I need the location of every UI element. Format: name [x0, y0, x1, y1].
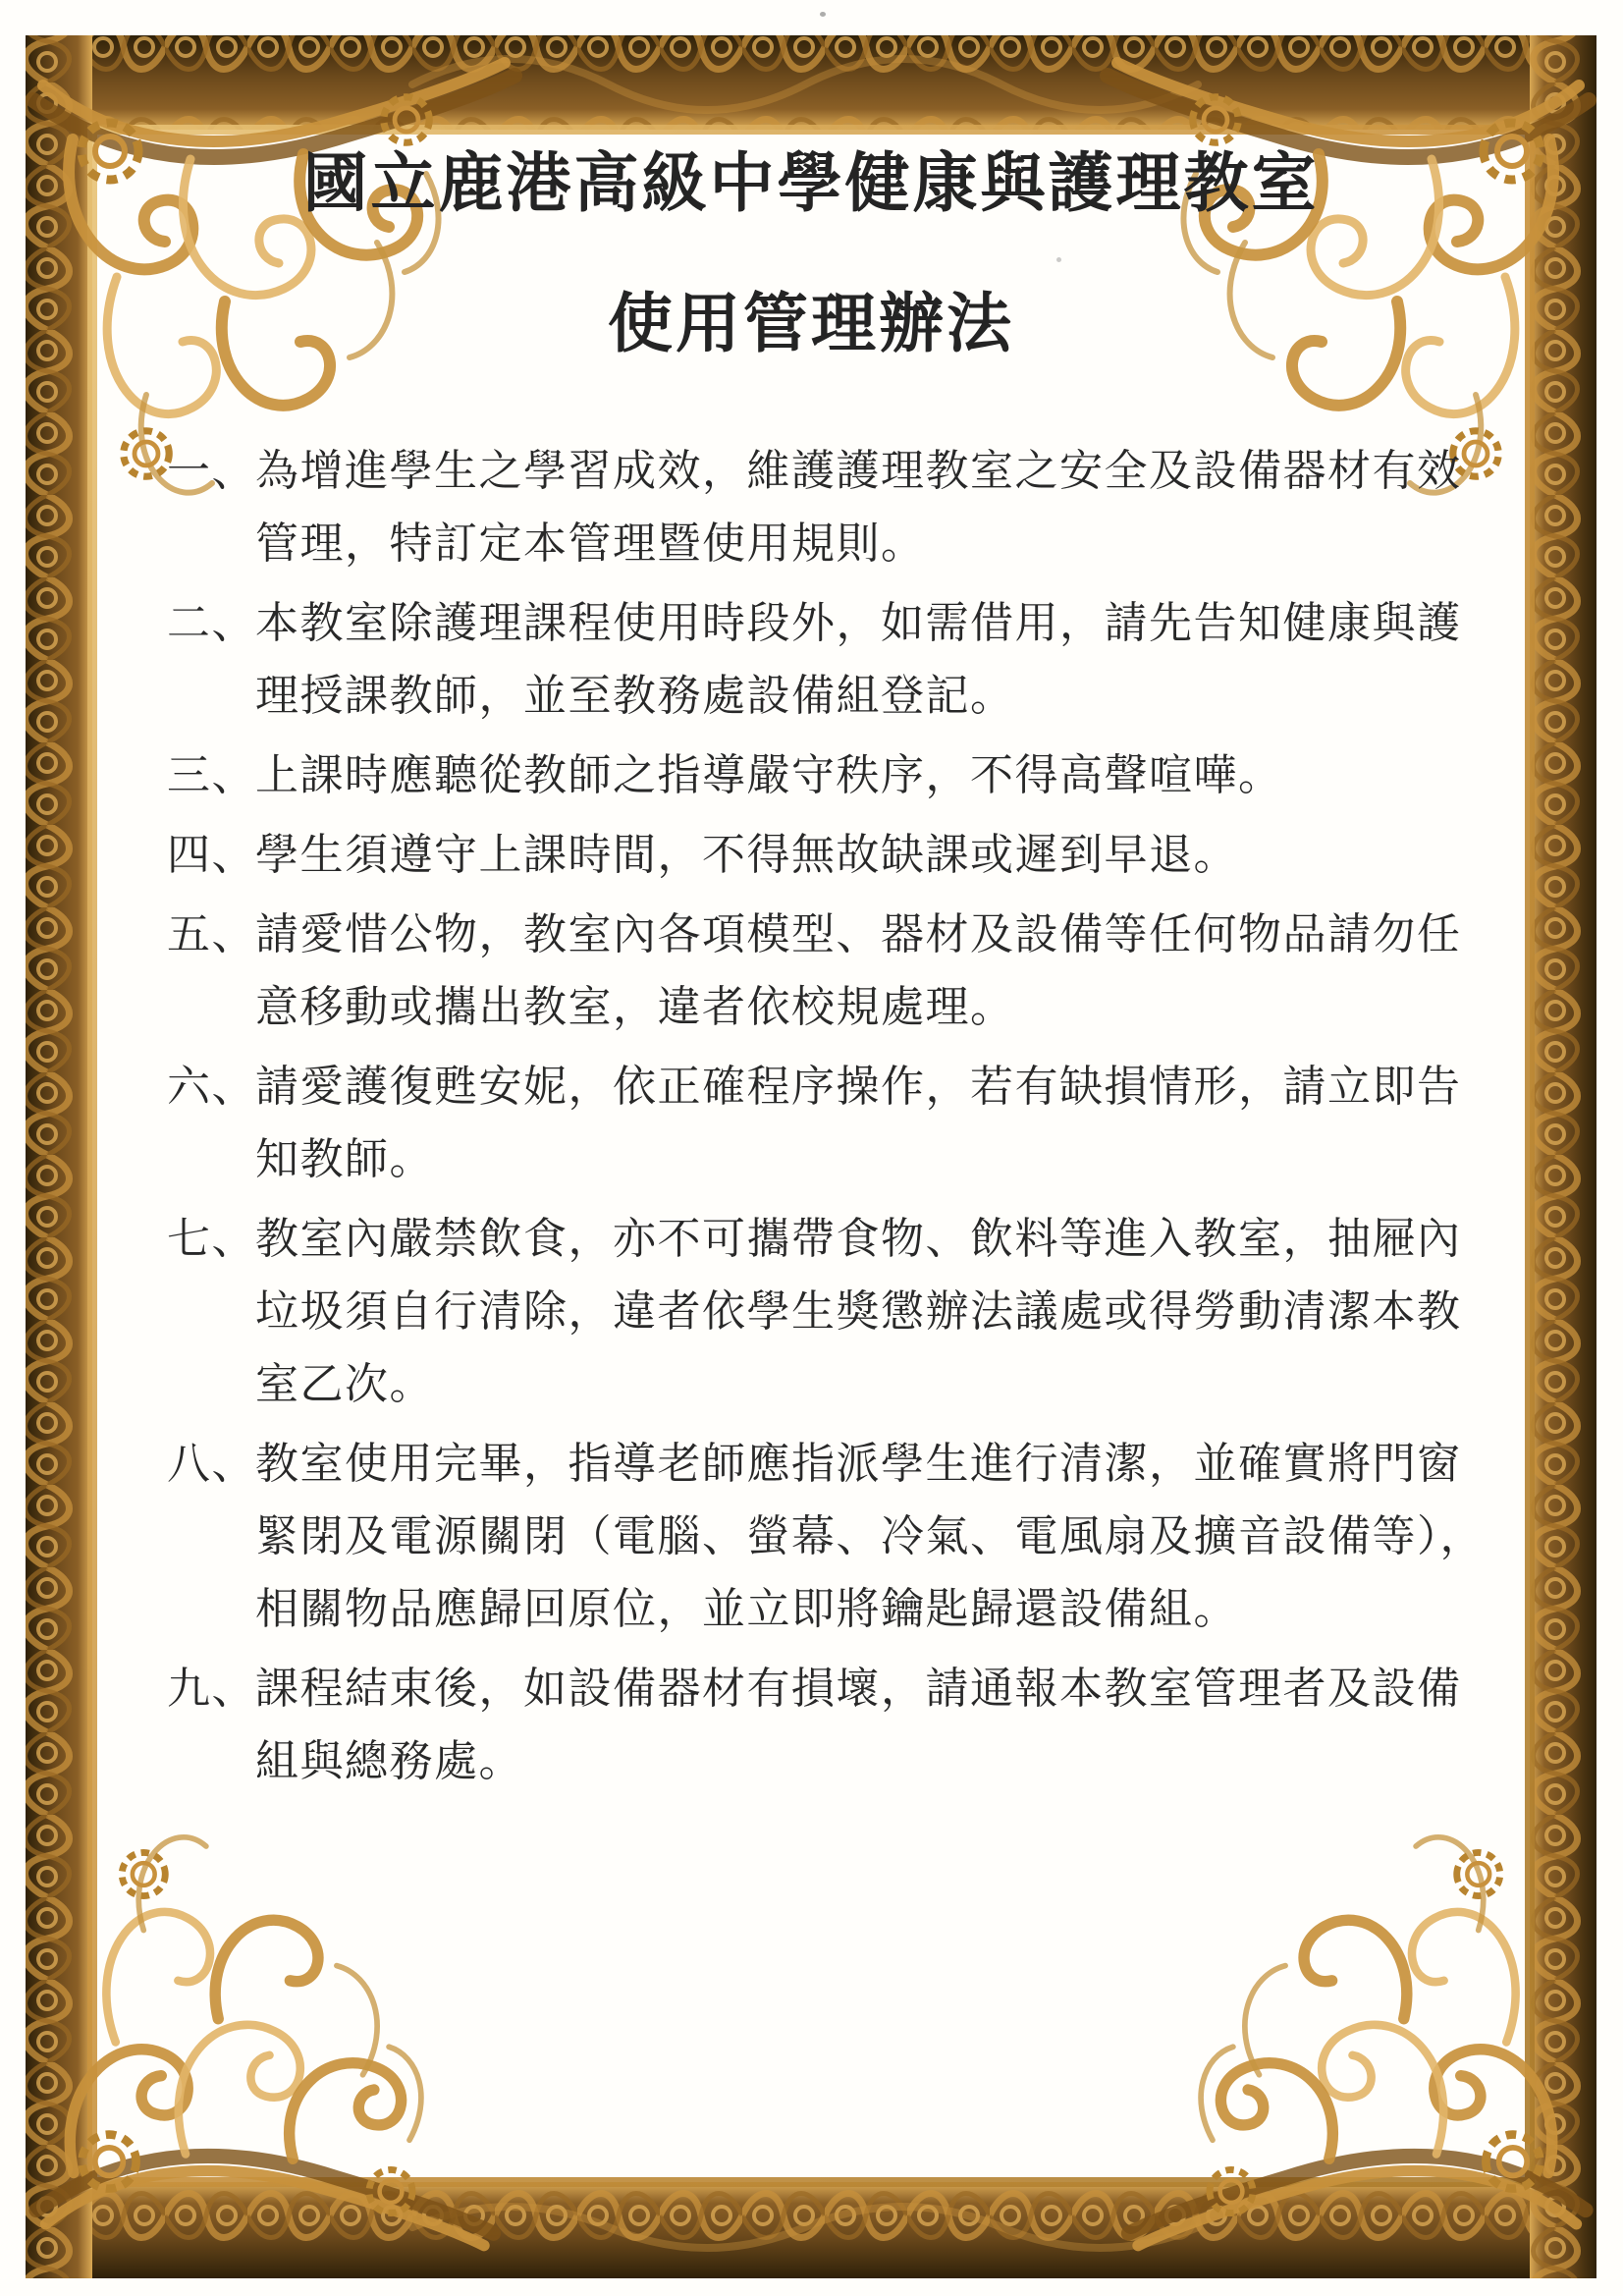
rule-number: 九、	[167, 1665, 256, 1713]
rule-item-9	[167, 1653, 1528, 1798]
rule-line: 本教室除護理課程使用時段外，如需借用，請先告知健康與護	[255, 599, 1462, 647]
rule-line: 為增進學生之學習成效，維護護理教室之安全及設備器材有效	[255, 447, 1462, 495]
rule-line: 管理，特訂定本管理暨使用規則。	[255, 519, 926, 568]
rule-item-6	[167, 1051, 1528, 1196]
rule-number: 七、	[167, 1215, 256, 1263]
rule-line: 請愛惜公物，教室內各項模型、器材及設備等任何物品請勿任	[255, 910, 1462, 958]
frame-right-rail	[1530, 35, 1596, 2278]
rule-number: 二、	[167, 599, 256, 647]
rule-number: 一、	[167, 447, 256, 495]
rule-number: 六、	[167, 1063, 256, 1111]
rule-line: 請愛護復甦安妮，依正確程序操作，若有缺損情形，請立即告	[255, 1063, 1462, 1111]
rule-line: 室乙次。	[255, 1360, 434, 1408]
rule-text	[255, 1051, 1528, 1196]
rule-item-2	[167, 587, 1528, 733]
rule-text	[255, 1653, 1528, 1798]
rule-text	[255, 587, 1528, 733]
rule-text	[255, 435, 1528, 580]
rules-list	[94, 435, 1528, 1798]
scan-speck	[820, 12, 826, 17]
title-line-2: 使用管理辦法	[608, 289, 1014, 360]
rule-line: 知教師。	[255, 1135, 434, 1183]
document-title	[94, 114, 1528, 395]
rule-number: 五、	[167, 910, 256, 958]
rule-text	[255, 1203, 1528, 1421]
rule-text	[255, 899, 1528, 1044]
rule-line: 意移動或攜出教室，違者依校規處理。	[255, 983, 1015, 1031]
rule-line: 學生須遵守上課時間，不得無故缺課或遲到早退。	[255, 831, 1238, 879]
frame-bottom-rail	[26, 2182, 1596, 2278]
rule-number: 三、	[167, 751, 256, 799]
rule-line: 教室內嚴禁飲食，亦不可攜帶食物、飲料等進入教室，抽屜內	[255, 1215, 1462, 1263]
rule-item-8	[167, 1428, 1528, 1646]
rule-line: 相關物品應歸回原位，並立即將鑰匙歸還設備組。	[255, 1585, 1238, 1633]
rule-line: 教室使用完畢，指導老師應指派學生進行清潔，並確實將門窗	[255, 1440, 1462, 1488]
rule-line: 緊閉及電源關閉（電腦、螢幕、冷氣、電風扇及擴音設備等），	[255, 1512, 1485, 1560]
rule-line: 上課時應聽從教師之指導嚴守秩序，不得高聲喧嘩。	[255, 751, 1283, 799]
rule-item-5	[167, 899, 1528, 1044]
rule-line: 理授課教師，並至教務處設備組登記。	[255, 672, 1015, 720]
rule-item-7	[167, 1203, 1528, 1421]
rule-line: 課程結束後，如設備器材有損壞，請通報本教室管理者及設備	[255, 1665, 1462, 1713]
rule-number: 八、	[167, 1440, 256, 1488]
rule-text	[255, 739, 1528, 812]
rule-item-3	[167, 739, 1528, 812]
rule-text	[255, 1428, 1528, 1646]
rule-item-1	[167, 435, 1528, 580]
rule-text	[255, 819, 1528, 892]
document-content	[94, 35, 1528, 1805]
frame-left-rail	[26, 35, 92, 2278]
rule-item-4	[167, 819, 1528, 892]
rule-line: 組與總務處。	[255, 1737, 523, 1785]
rule-number: 四、	[167, 831, 256, 879]
title-line-1: 國立鹿港高級中學健康與護理教室	[302, 148, 1320, 220]
rule-line: 垃圾須自行清除，違者依學生獎懲辦法議處或得勞動清潔本教	[255, 1287, 1462, 1336]
